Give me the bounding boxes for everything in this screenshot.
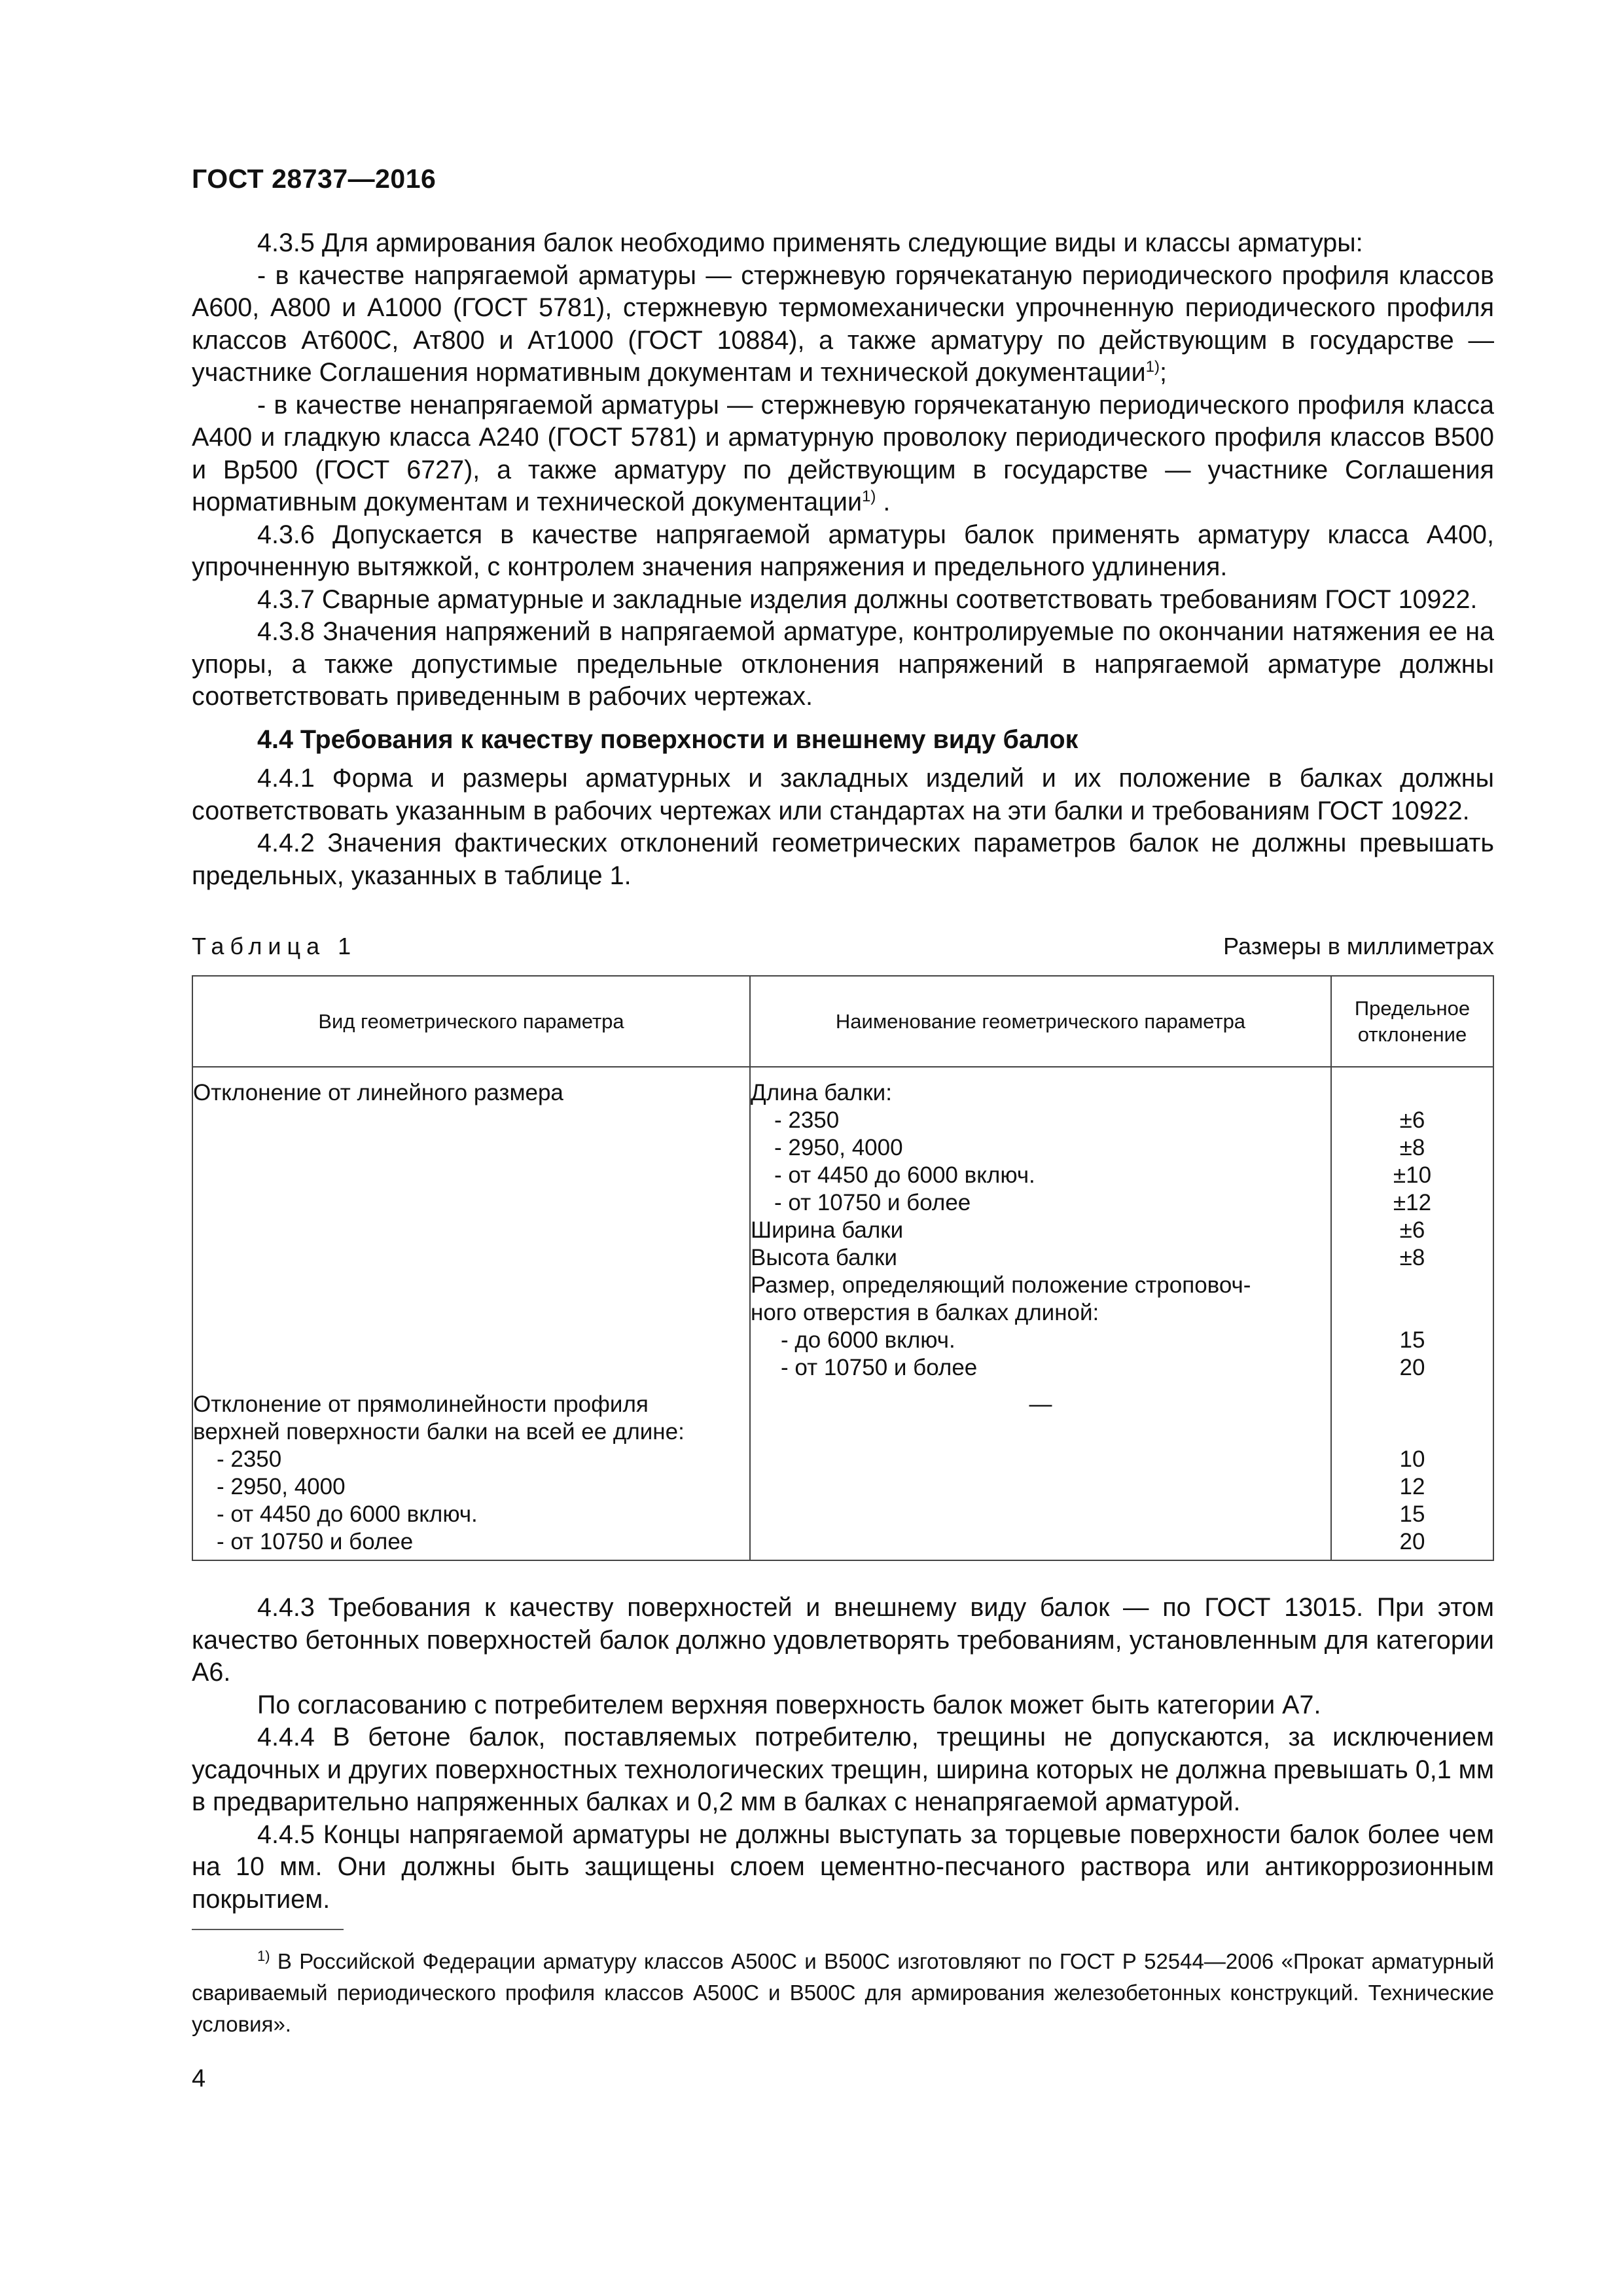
document-header: ГОСТ 28737—2016 (192, 164, 437, 194)
paragraph-4-4-4: 4.4.4 В бетоне балок, поставляемых потребителю, трещины не допускаются, за исключением усадочных и других поверхностных технологических трещин, ширина которых не должна превышать 0,1 мм в предварительно напряженных балках и 0,2 мм в балках с ненапрягаемой арматурой. (192, 1723, 1494, 1816)
body-text-bottom (192, 1592, 1494, 1916)
header-parameter-name: Наименование геометрического параметра (750, 976, 1331, 1067)
paragraph-4-3-5-nonprestressed: - в качестве ненапрягаемой арматуры — стержневую горячекатаную периодического профиля класса А400 и гладкую класса А240 (ГОСТ 5781) и арматурную проволоку периодического профиля классов В500 и Вр500 (ГОСТ 6727), а также арматуру по действующим в государстве — участнике Соглашения нормативным документам и технической документации$^{1)}$ . (192, 390, 1494, 516)
paragraph-4-4-1: 4.4.1 Форма и размеры арматурных и закладных изделий и их положение в балках должны соответствовать указанным в рабочих чертежах или стандартах на эти балки и требованиям ГОСТ 10922. (192, 764, 1494, 825)
cell-param-type: Отклонение от линейного размера (192, 1067, 750, 1391)
geometric-tolerance-table (192, 975, 1494, 1561)
footnote-ref: 1) (1145, 357, 1160, 376)
header-tolerance: Предельное отклонение (1331, 976, 1493, 1067)
footnote-text: В Российской Федерации арматуру классов А500С и В500С изготовляют по ГОСТ Р 52544—2006 «Прокат арматурный свариваемый периодического профиля классов А500С и В500С для армирования железобетонных конструкций. Технические условия». (192, 1949, 1494, 2036)
cell-param-type: Отклонение от прямолинейности профиля верхней поверхности балки на всей ее длине: - 2350 - 2950, 4000 - от 4450 до 6000 включ. - от 10750 и более (192, 1391, 750, 1560)
footnote-mark: 1) (257, 1948, 270, 1964)
header-parameter-type: Вид геометрического параметра (192, 976, 750, 1067)
paragraph-4-3-7: 4.3.7 Сварные арматурные и закладные изделия должны соответствовать требованиям ГОСТ 10922. (257, 584, 1478, 614)
paragraph-4-4-5: 4.4.5 Концы напрягаемой арматуры не должны выступать за торцевые поверхности балок более чем на 10 мм. Они должны быть защищены слоем цементно-песчаного раствора или антикоррозионным покрытием. (192, 1820, 1494, 1914)
table-row (192, 1391, 1493, 1560)
cell-param-name: — (750, 1391, 1331, 1560)
paragraph-4-4-3: 4.4.3 Требования к качеству поверхностей и внешнему виду балок — по ГОСТ 13015. При этом качество бетонных поверхностей балок должно удовлетворять требованиям, установленным для категории А6. (192, 1593, 1494, 1687)
body-text-top (192, 227, 1494, 892)
table-label: Таблица 1 (192, 933, 357, 960)
table-units: Размеры в миллиметрах (1223, 933, 1494, 960)
cell-tolerance: 10 12 15 20 (1331, 1391, 1493, 1560)
paragraph-4-4-3-agreement: По согласованию с потребителем верхняя поверхность балок может быть категории А7. (257, 1690, 1321, 1719)
page-number: 4 (192, 2065, 206, 2092)
paragraph-4-3-5-prestressed: - в качестве напрягаемой арматуры — стержневую горячекатаную периодического профиля классов А600, А800 и А1000 (ГОСТ 5781), стержневую термомеханически упрочненную периодического профиля классов Ат600С, Ат800 и Ат1000 (ГОСТ 10884), а также арматуру по действующим в государстве — участнике Соглашения нормативным документам и технической документации$^{1)}$; (192, 260, 1494, 387)
table-row (192, 1067, 1493, 1391)
footnote-divider (192, 1929, 344, 1930)
paragraph-4-3-5: 4.3.5 Для армирования балок необходимо применять следующие виды и классы арматуры: (257, 228, 1363, 257)
table-header-row (192, 976, 1493, 1067)
paragraph-4-4-2: 4.4.2 Значения фактических отклонений геометрических параметров балок не должны превышать предельных, указанных в таблице 1. (192, 829, 1494, 890)
paragraph-4-3-6: 4.3.6 Допускается в качестве напрягаемой арматуры балок применять арматуру класса А400, упрочненную вытяжкой, с контролем значения напряжения и предельного удлинения. (192, 520, 1494, 581)
footnote (192, 1946, 1494, 2040)
paragraph-4-3-8: 4.3.8 Значения напряжений в напрягаемой арматуре, контролируемые по окончании натяжения ее на упоры, а также допустимые предельные отклонения напряжений в напрягаемой арматуре должны соответствовать приведенным в рабочих чертежах. (192, 617, 1494, 711)
cell-param-name: Длина балки: - 2350 - 2950, 4000 - от 4450 до 6000 включ. - от 10750 и более Ширина балки Высота балки Размер, определяющий положение строповоч- ного отверстия в балках длиной: - до 6000 включ. - от 10750 и более (750, 1067, 1331, 1391)
footnote-ref: 1) (862, 487, 876, 505)
section-heading-4-4: 4.4 Требования к качеству поверхности и внешнему виду балок (257, 725, 1079, 754)
cell-tolerance: ±6 ±8 ±10 ±12 ±6 ±8 15 20 (1331, 1067, 1493, 1391)
